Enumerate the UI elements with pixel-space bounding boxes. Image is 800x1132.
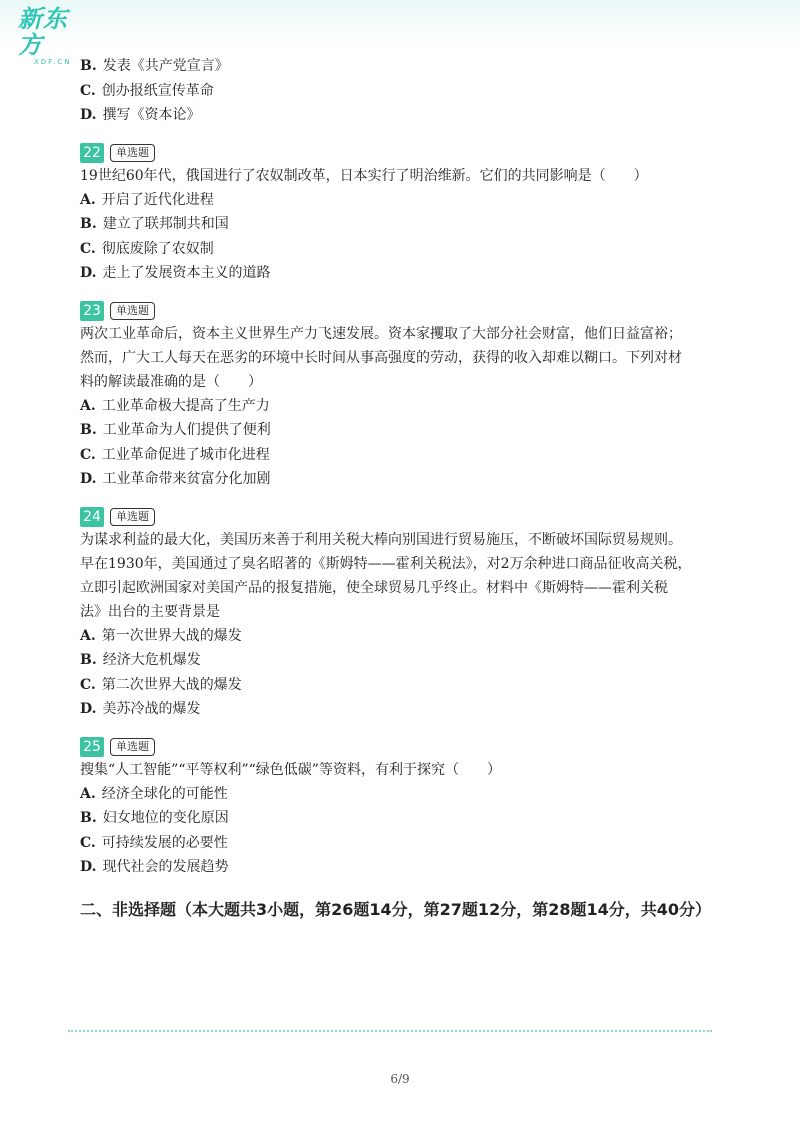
question-type-badge: 单选题 [110, 508, 155, 526]
previous-question-options [80, 54, 720, 128]
option-c: C. 可持续发展的必要性 [80, 834, 228, 851]
question-number-badge: 22 [80, 143, 104, 163]
option-a: A. 开启了近代化进程 [80, 191, 214, 208]
xdf-logo [18, 5, 88, 66]
question-22 [80, 142, 720, 286]
option-a: A. 工业革命极大提高了生产力 [80, 397, 270, 414]
question-25 [80, 736, 720, 880]
question-number-badge: 25 [80, 737, 104, 757]
option-c: C. 工业革命促进了城市化进程 [80, 446, 270, 463]
document-body [80, 54, 720, 922]
option-a: A. 经济全球化的可能性 [80, 785, 228, 802]
option-b: B. 发表《共产党宣言》 [80, 58, 229, 74]
logo-text: 新东方 [18, 5, 68, 59]
option-c: C. 创办报纸宣传革命 [80, 82, 214, 99]
option-b: B. 妇女地位的变化原因 [80, 810, 229, 826]
option-d: D. 现代社会的发展趋势 [80, 859, 229, 875]
footer-divider [68, 1030, 712, 1032]
logo-subtext: XDF.CN [34, 58, 72, 66]
option-c: C. 第二次世界大战的爆发 [80, 676, 242, 693]
option-d: D. 走上了发展资本主义的道路 [80, 265, 271, 281]
option-b: B. 经济大危机爆发 [80, 652, 201, 668]
question-stem: 19世纪60年代，俄国进行了农奴制改革，日本实行了明治维新。它们的共同影响是（ ） [80, 167, 648, 184]
question-stem-line: 早在1930年，美国通过了臭名昭著的《斯姆特——霍利关税法》，对2万余种进口商品征收高关税， [80, 555, 692, 572]
option-d: D. 撰写《资本论》 [80, 107, 201, 123]
question-stem-line: 立即引起欧洲国家对美国产品的报复措施，使全球贸易几乎终止。材料中《斯姆特——霍利关税 [80, 579, 668, 596]
question-stem-line: 法》出台的主要背景是 [80, 603, 220, 620]
question-number-badge: 23 [80, 301, 104, 321]
question-type-badge: 单选题 [110, 302, 155, 320]
question-type-badge: 单选题 [110, 144, 155, 162]
question-number-badge: 24 [80, 507, 104, 527]
question-stem: 搜集“人工智能”“平等权利”“绿色低碳”等资料，有利于探究（ ） [80, 761, 501, 778]
question-type-badge: 单选题 [110, 738, 155, 756]
option-d: D. 美苏冷战的爆发 [80, 701, 201, 717]
page-number: 6/9 [390, 1072, 410, 1086]
option-d: D. 工业革命带来贫富分化加剧 [80, 471, 271, 487]
question-stem-line: 两次工业革命后，资本主义世界生产力飞速发展。资本家攫取了大部分社会财富，他们日益富裕； [80, 325, 682, 342]
option-b: B. 工业革命为人们提供了便利 [80, 422, 271, 438]
option-a: A. 第一次世界大战的爆发 [80, 627, 242, 644]
option-b: B. 建立了联邦制共和国 [80, 216, 229, 232]
question-stem-line: 为谋求利益的最大化，美国历来善于利用关税大棒向别国进行贸易施压，不断破坏国际贸易规则。 [80, 531, 682, 548]
question-23 [80, 300, 720, 492]
option-c: C. 彻底废除了农奴制 [80, 240, 214, 257]
question-24 [80, 506, 720, 722]
question-stem-line: 料的解读最准确的是（ ） [80, 373, 262, 390]
section-title: 二、非选择题（本大题共3小题，第26题14分，第27题12分，第28题14分，共40分） [80, 899, 711, 919]
question-stem-line: 然而，广大工人每天在恶劣的环境中长时间从事高强度的劳动，获得的收入却难以糊口。下列对材 [80, 349, 682, 366]
